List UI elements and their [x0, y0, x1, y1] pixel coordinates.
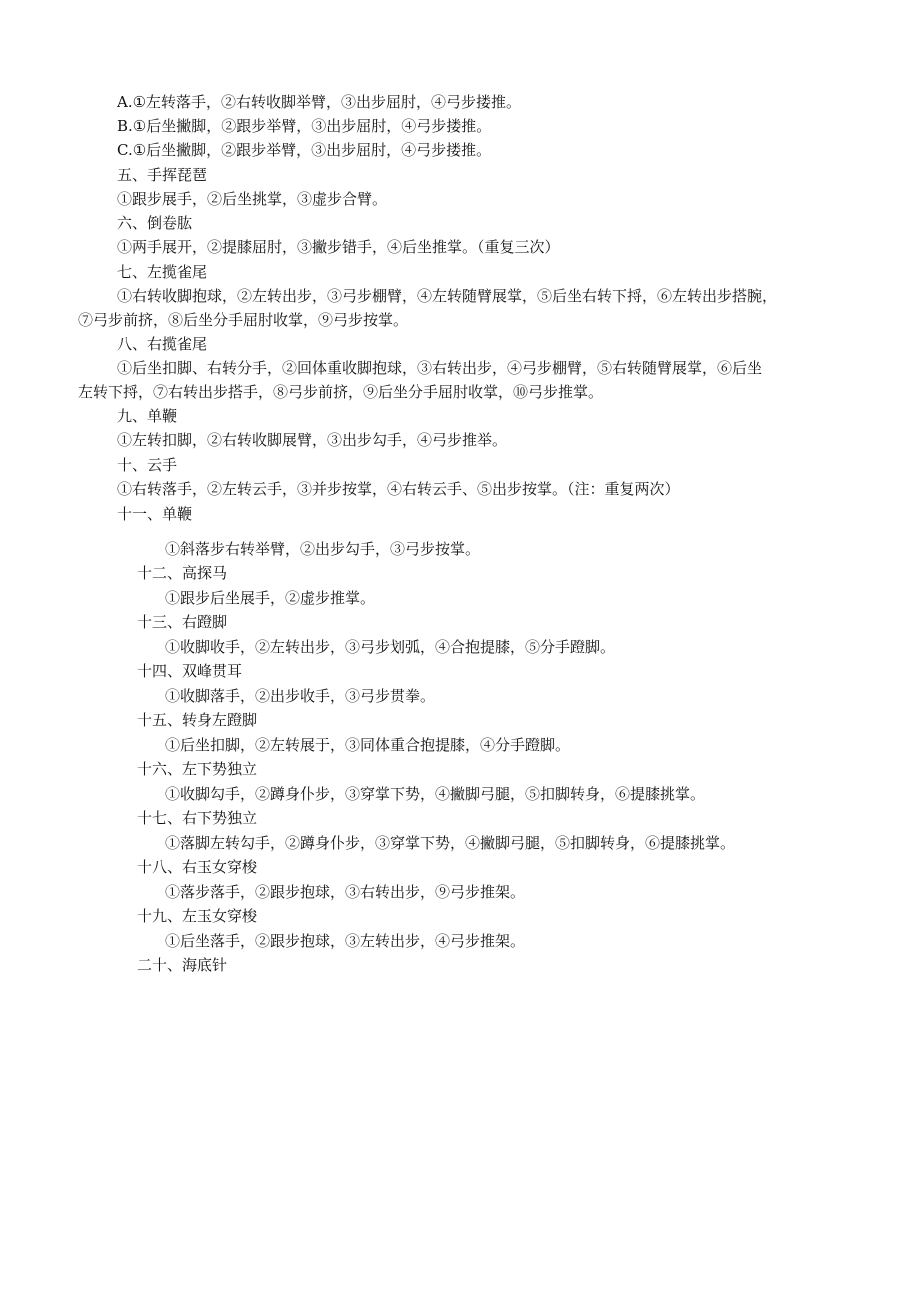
section-15-steps: ①后坐扣脚，②左转展于，③同体重合抱提膝，④分手蹬脚。	[165, 736, 571, 754]
section-8-steps-line2: 左转下捋，⑦右转出步搭手，⑧弓步前挤，⑨后坐分手屈肘收掌，⑩弓步推掌。	[78, 383, 604, 401]
section-5-heading: 五、手挥琵琶	[117, 166, 208, 184]
section-7-steps-line1: ①右转收脚抱球，②左转出步，③弓步棚臂，④左转随臂展掌，⑤后坐右转下捋，⑥左转出步搭腕，	[117, 287, 778, 305]
section-14-steps: ①收脚落手，②出步收手，③弓步贯拳。	[165, 687, 436, 705]
step-c-line: C.①后坐撇脚，②跟步举臂，③出步屈肘，④弓步搂推。	[117, 141, 492, 159]
section-20-heading: 二十、海底针	[137, 956, 228, 974]
step-a-line: A.①左转落手，②右转收脚举臂，③出步屈肘，④弓步搂推。	[117, 93, 522, 111]
section-10-steps: ①右转落手，②左转云手，③并步按掌，④右转云手、⑤出步按掌。（注：重复两次）	[117, 480, 680, 498]
section-10-heading: 十、云手	[117, 456, 178, 474]
section-16-heading: 十六、左下势独立	[137, 760, 258, 778]
section-8-heading: 八、右揽雀尾	[117, 335, 208, 353]
section-19-heading: 十九、左玉女穿梭	[137, 907, 258, 925]
section-12-steps: ①跟步后坐展手，②虚步推掌。	[165, 589, 376, 607]
section-8-steps-line1: ①后坐扣脚、右转分手，②回体重收脚抱球，③右转出步，④弓步棚臂，⑤右转随臂展掌，⑥后坐	[117, 359, 763, 377]
section-14-heading: 十四、双峰贯耳	[137, 662, 243, 680]
section-7-steps-line2: ⑦弓步前挤，⑧后坐分手屈肘收掌，⑨弓步按掌。	[78, 311, 409, 329]
section-9-heading: 九、单鞭	[117, 407, 178, 425]
section-12-heading: 十二、高探马	[137, 564, 228, 582]
section-18-heading: 十八、右玉女穿梭	[137, 858, 258, 876]
section-11-steps: ①斜落步右转举臂，②出步勾手，③弓步按掌。	[165, 540, 481, 558]
section-13-steps: ①收脚收手，②左转出步，③弓步划弧，④合抱提膝，⑤分手蹬脚。	[165, 638, 616, 656]
section-6-heading: 六、倒卷肱	[117, 214, 193, 232]
section-15-heading: 十五、转身左蹬脚	[137, 711, 258, 729]
step-b-line: B.①后坐撇脚，②跟步举臂，③出步屈肘，④弓步搂推。	[117, 117, 492, 135]
section-16-steps: ①收脚勾手，②蹲身仆步，③穿掌下势，④撇脚弓腿，⑤扣脚转身，⑥提膝挑掌。	[165, 785, 706, 803]
section-5-steps: ①跟步展手，②后坐挑掌，③虚步合臂。	[117, 190, 388, 208]
section-18-steps: ①落步落手，②跟步抱球，③右转出步，⑨弓步推架。	[165, 883, 526, 901]
section-7-heading: 七、左揽雀尾	[117, 263, 208, 281]
section-17-steps: ①落脚左转勾手，②蹲身仆步，③穿掌下势，④撇脚弓腿，⑤扣脚转身，⑥提膝挑掌。	[165, 834, 736, 852]
section-6-steps: ①两手展开，②提膝屈肘，③撇步错手，④后坐推掌。（重复三次）	[117, 238, 560, 256]
section-11-heading: 十一、单鞭	[117, 505, 193, 523]
section-13-heading: 十三、右蹬脚	[137, 613, 228, 631]
section-17-heading: 十七、右下势独立	[137, 809, 258, 827]
section-19-steps: ①后坐落手，②跟步抱球，③左转出步，④弓步推架。	[165, 932, 526, 950]
section-9-steps: ①左转扣脚，②右转收脚展臂，③出步勾手，④弓步推举。	[117, 431, 508, 449]
